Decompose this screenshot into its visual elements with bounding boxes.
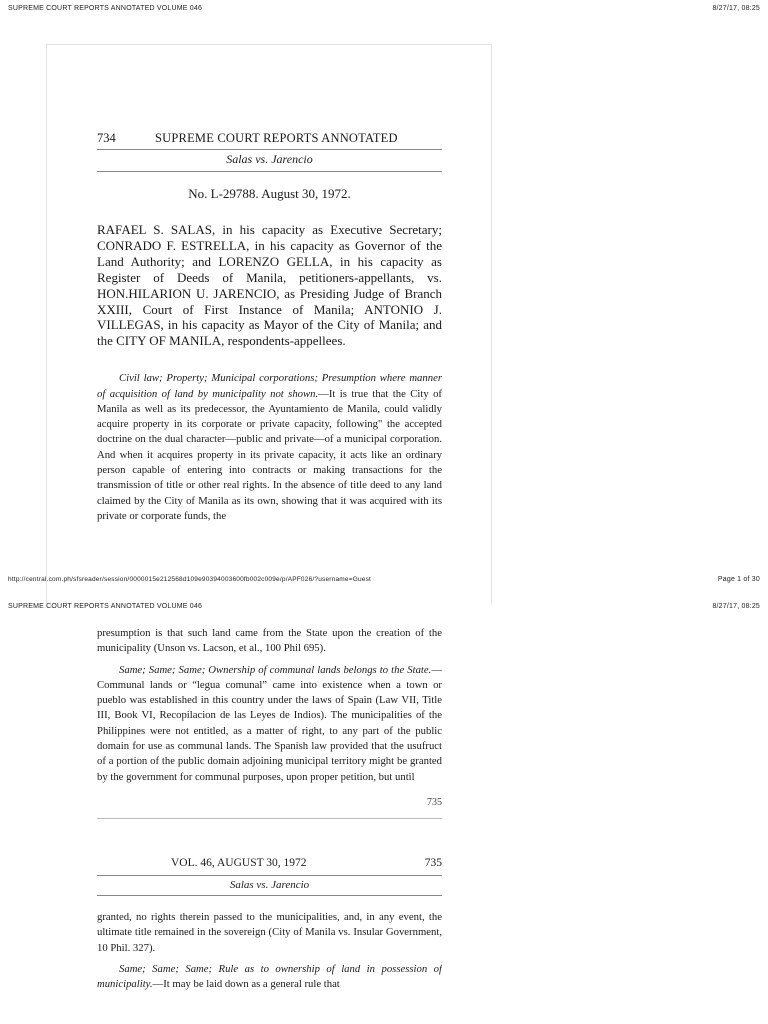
syllabus-heading: Same; Same; Same; Rule as to ownership of land in possession of municipality. xyxy=(97,962,442,991)
running-head xyxy=(97,131,442,149)
divider xyxy=(97,895,442,896)
bottom-page-number: 735 xyxy=(427,796,442,808)
running-title: VOL. 46, AUGUST 30, 1972 xyxy=(171,856,307,869)
syllabus-continuation xyxy=(97,626,442,785)
page-734 xyxy=(97,131,442,541)
syllabus-3 xyxy=(97,910,442,1000)
syllabus-heading: Civil law; Property; Municipal corporations; Presumption where manner of acquisition of land by municipality not shown. xyxy=(97,372,442,400)
syllabus-text: —Communal lands or “legua comunal” came into existence when a town or pueblo was established in this country under the laws of Spain (Law VII, Title III, Book VI, Recopilacion de las Leyes de Indios). The municipalities of the Philippines were not entitled, as a matter of right, to any part of the public domain for use as communal lands. The Spanish law provided that the usufruct of a portion of the public domain adjoining municipal territory might be granted by the government for communal purposes, upon proper petition, but until xyxy=(97,663,442,783)
divider xyxy=(97,171,442,172)
continuation-text: granted, no rights therein passed to the municipalities, and, in any event, the ultimate title remained in the sovereign (City of Manila vs. Insular Government, 10 Phil. 327). xyxy=(97,910,442,954)
running-head xyxy=(97,857,442,875)
docket-number: No. L-29788. August 30, 1972. xyxy=(188,186,351,201)
page-number: 735 xyxy=(424,856,442,869)
print-footer-url: http://central.com.ph/sfsreader/session/0000015e212568d109e90394003600fb002c009e/p/APF026/?username=Guest xyxy=(8,576,372,583)
print-footer-page: Page 1 of 30 xyxy=(717,576,760,583)
print-header-datetime: 8/27/17, 08:25 xyxy=(712,5,760,12)
page-number: 734 xyxy=(97,131,116,145)
case-title: Salas vs. Jarencio xyxy=(226,152,313,166)
print-header-title: SUPREME COURT REPORTS ANNOTATED VOLUME 046 xyxy=(8,5,203,12)
syllabus-text: —It is true that the City of Manila as well as its predecessor, the Ayuntamiento de Manila, could validly acquire property in its corporate or private capacity, following" the accepted doctrine on the dual character—public and private—of a municipal corporation. And when it acquires property in its private capacity, it acts like an ordinary person capable of entering into contracts or making transactions for the transmission of title or other real rights. In the absence of title deed to any land claimed by the City of Manila as its own, showing that it was acquired with its private or corporate funds, the xyxy=(97,387,442,522)
print-header-title: SUPREME COURT REPORTS ANNOTATED VOLUME 046 xyxy=(8,603,203,610)
case-title: Salas vs. Jarencio xyxy=(229,878,310,891)
print-header-datetime: 8/27/17, 08:25 xyxy=(712,603,760,610)
divider xyxy=(97,818,442,819)
syllabus-1 xyxy=(97,371,442,541)
syllabus-text: —It may be laid down as a general rule that xyxy=(152,978,340,991)
parties-paragraph: RAFAEL S. SALAS, in his capacity as Executive Secretary; CONRADO F. ESTRELLA, in his capacity as Governor of the Land Authority; and LORENZO GELLA, in his capacity as Register of Deeds of Manila, petitioners-appellants, vs. HON.HILARION U. JARENCIO, as Presiding Judge of Branch XXIII, Court of First Instance of Manila; ANTONIO J. VILLEGAS, in his capacity as Mayor of the City of Manila; and the CITY OF MANILA, respondents-appellees. xyxy=(97,222,442,349)
syllabus-heading: Same; Same; Same; Ownership of communal lands belongs to the State. xyxy=(119,663,432,676)
continuation-text: presumption is that such land came from the State upon the creation of the municipality (Unson vs. Lacson, et al., 100 Phil 695). xyxy=(97,627,442,655)
running-title: SUPREME COURT REPORTS ANNOTATED xyxy=(155,131,398,145)
page-735 xyxy=(97,626,442,1000)
